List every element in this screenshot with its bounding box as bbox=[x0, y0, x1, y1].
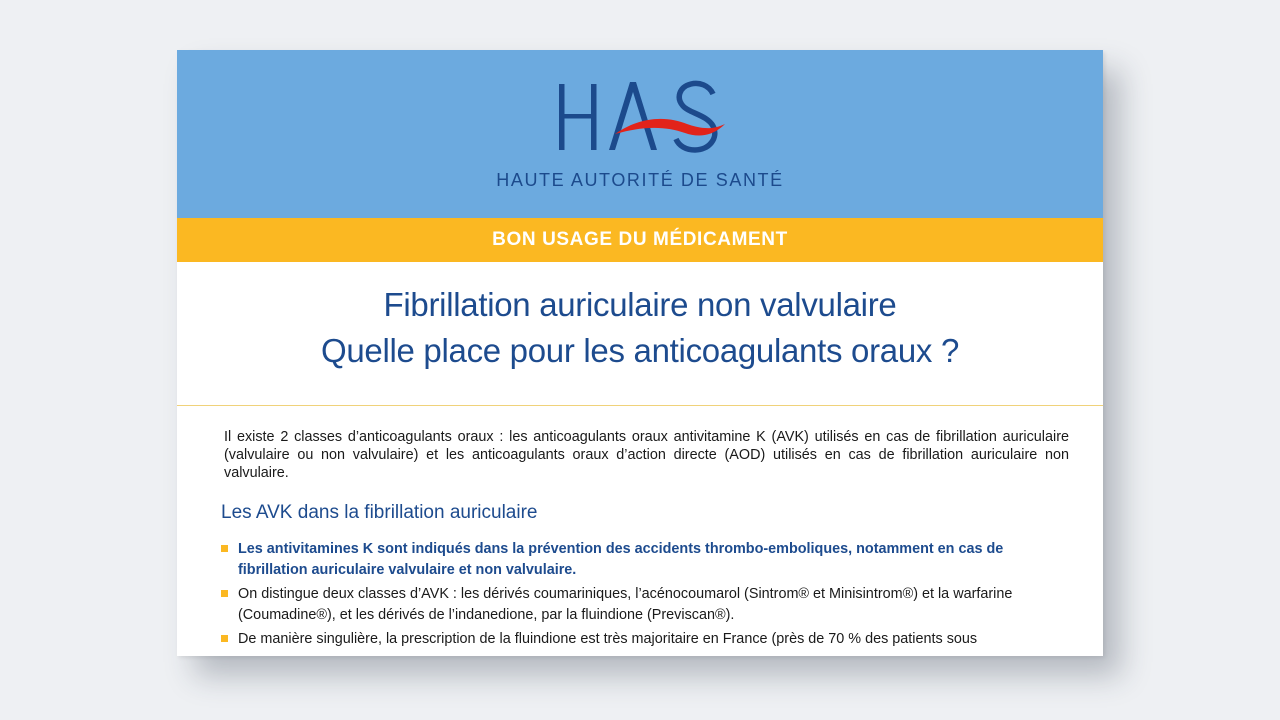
title-divider bbox=[177, 405, 1103, 406]
document-page bbox=[177, 50, 1103, 656]
list-item bbox=[221, 539, 1061, 581]
bullet-list bbox=[221, 539, 1061, 653]
bullet-square-icon bbox=[221, 545, 228, 552]
section-band: BON USAGE DU MÉDICAMENT bbox=[177, 218, 1103, 262]
bullet-text: On distingue deux classes d’AVK : les dérivés coumariniques, l’acénocoumarol (Sintrom® et Minisintrom®) et la warfarine (Coumadine®), et les dérivés de l’indanedione, par la fluindione (Previscan®). bbox=[238, 586, 1013, 623]
document-title bbox=[177, 282, 1103, 374]
list-item bbox=[221, 584, 1061, 626]
header-band bbox=[177, 50, 1103, 218]
title-line-1: Fibrillation auriculaire non valvulaire bbox=[383, 286, 897, 323]
intro-paragraph: Il existe 2 classes d’anticoagulants oraux : les anticoagulants oraux antivitamine K (AVK) utilisés en cas de fibrillation auriculaire (valvulaire ou non valvulaire) et les anticoagulants oraux d’action directe (AOD) utilisés en cas de fibrillation auriculaire non valvulaire. bbox=[224, 429, 1069, 481]
bullet-text: Les antivitamines K sont indiqués dans la prévention des accidents thrombo-emboliques, notamment en cas de fibrillation auriculaire valvulaire et non valvulaire. bbox=[238, 541, 1004, 578]
bullet-square-icon bbox=[221, 590, 228, 597]
bullet-square-icon bbox=[221, 635, 228, 642]
list-item bbox=[221, 629, 1061, 650]
has-logo bbox=[549, 76, 729, 176]
section-heading-avk: Les AVK dans la fibrillation auriculaire bbox=[221, 502, 538, 523]
logo-tagline: HAUTE AUTORITÉ DE SANTÉ bbox=[496, 170, 784, 190]
bullet-text: De manière singulière, la prescription de la fluindione est très majoritaire en France (près de 70 % des patients sous bbox=[238, 631, 978, 647]
title-line-2: Quelle place pour les anticoagulants oraux ? bbox=[320, 332, 960, 369]
